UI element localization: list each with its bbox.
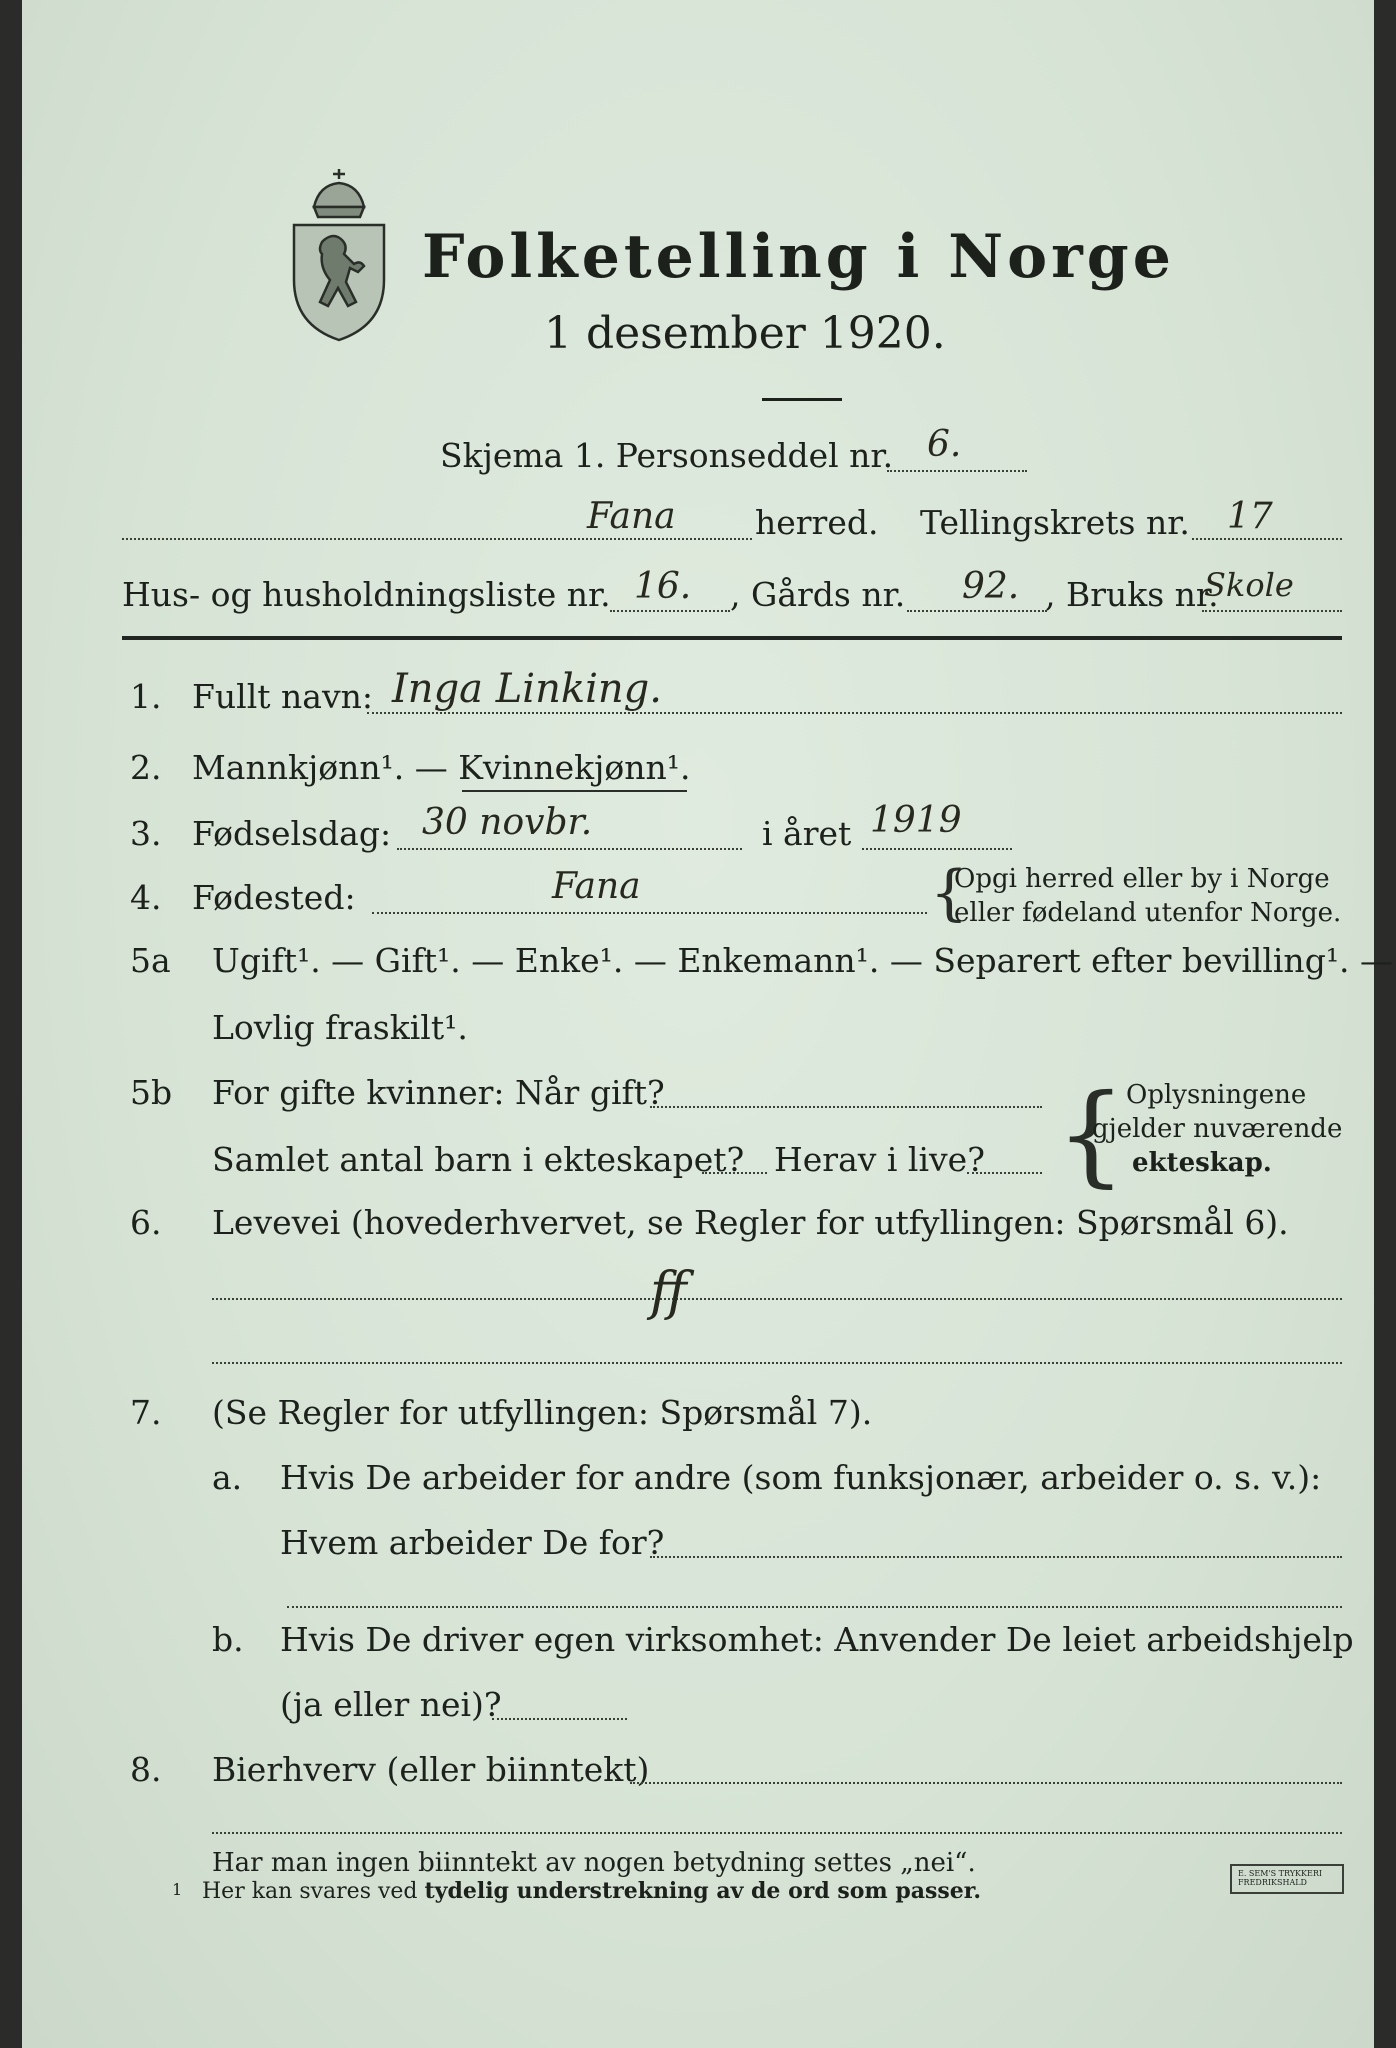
q5a-line1: Ugift¹. — Gift¹. — Enke¹. — Enkemann¹. — Separert efter bevilling¹. — [212,941,1394,980]
q5b-when-married-label: For gifte kvinner: Når gift? [212,1073,665,1112]
printer-stamp-text: E. SEM'S TRYKKERI FREDRIKSHALD [1238,1869,1323,1887]
gards-label: , Gårds nr. [730,575,906,614]
gards-value[interactable]: 92. [962,566,1020,607]
personseddel-field-line [887,470,1027,472]
q5b-brace: { [1056,1070,1126,1198]
q5b-note-line3: ekteskap. [1132,1148,1272,1178]
q6-number: 6. [130,1203,162,1242]
census-form-page [22,0,1394,2048]
q1-full-name-value[interactable]: Inga Linking. [392,666,662,712]
q7a-letter: a. [212,1458,243,1497]
bruks-label: , Bruks nr. [1045,575,1219,614]
gards-field-line [907,610,1047,612]
footnote-emphasis: tydelig understrekning av de ord som passer. [424,1878,982,1904]
q5a-line2: Lovlig fraskilt¹. [212,1008,468,1047]
q3-year-field-line [862,848,1012,850]
tellingskrets-label: Tellingskrets nr. [920,503,1190,542]
q8-number: 8. [130,1750,162,1789]
q5b-note-line1: Oplysningene [1126,1080,1307,1110]
q1-label: Fullt navn: [192,677,373,716]
bruks-field-line [1202,610,1342,612]
q2-number: 2. [130,748,162,787]
q5a-number: 5a [130,941,171,980]
personseddel-number-value[interactable]: 6. [927,424,962,465]
q7a-line2: Hvem arbeider De for? [280,1523,665,1562]
q4-note-line1: Opgi herred eller by i Norge [954,864,1330,894]
q2-kvinnekjonn-underline [462,790,687,792]
q7b-letter: b. [212,1620,244,1659]
husholdningsliste-field-line [610,610,730,612]
q5b-note-line2: gjelder nuværende [1092,1114,1343,1144]
title-divider [762,398,842,401]
tellingskrets-value[interactable]: 17 [1227,496,1273,537]
q7b-line1: Hvis De driver egen virksomhet: Anvender De leiet arbeidshjelp [280,1620,1354,1659]
skjema-label: Skjema 1. Personseddel nr. [440,436,894,475]
q7b-line2: (ja eller nei)? [280,1685,502,1724]
q4-brace: { [930,858,969,928]
q4-number: 4. [130,878,162,917]
bruks-value[interactable]: Skole [1204,566,1294,604]
q3-birthday-value[interactable]: 30 novbr. [422,802,593,843]
q7b-field-line [492,1718,627,1720]
census-date: 1 desember 1920. [544,308,946,359]
tellingskrets-field-line [1192,538,1342,540]
q8-label: Bierhverv (eller biinntekt) [212,1750,650,1789]
norway-coat-of-arms-icon [284,165,394,345]
q5b-children-label: Samlet antal barn i ekteskapet? [212,1140,745,1179]
printer-stamp [1230,1864,1344,1894]
q7-number: 7. [130,1393,162,1432]
q8-field-line-2 [212,1832,1342,1834]
q6-occupation-value[interactable]: ff [650,1262,687,1322]
q5b-when-married-field-line [650,1106,1042,1108]
q1-number: 1. [130,677,162,716]
q5b-alive-label: Herav i live? [774,1140,985,1179]
q4-label: Fødested: [192,878,356,917]
footer-note: Har man ingen biinntekt av nogen betydning settes „nei“. [212,1848,976,1878]
q4-field-line [372,912,927,914]
q8-field-line-1 [630,1782,1342,1784]
q7-label: (Se Regler for utfyllingen: Spørsmål 7). [212,1393,873,1432]
q7a-field-line-2 [287,1606,1342,1608]
q4-note-line2: eller fødeland utenfor Norge. [954,898,1342,928]
q3-birth-year-value[interactable]: 1919 [870,800,962,841]
husholdningsliste-value[interactable]: 16. [634,566,692,607]
q3-year-label: i året [762,814,852,853]
header-separator [122,636,1342,640]
q2-gender-options: Mannkjønn¹. — Kvinnekjønn¹. [192,748,691,787]
q5b-children-field-line [702,1172,767,1174]
q6-field-line-2 [212,1362,1342,1364]
q7a-line1: Hvis De arbeider for andre (som funksjonær, arbeider o. s. v.): [280,1458,1322,1497]
footnote-prefix: Her kan svares ved [202,1879,418,1904]
q6-label: Levevei (hovederhvervet, se Regler for utfyllingen: Spørsmål 6). [212,1203,1289,1242]
q6-field-line-1 [212,1298,1342,1300]
herred-value[interactable]: Fana [587,496,676,537]
husholdningsliste-label: Hus- og husholdningsliste nr. [122,575,611,614]
q5b-number: 5b [130,1073,173,1112]
q5b-alive-field-line [967,1172,1042,1174]
q1-field-line [367,712,1342,714]
q4-birthplace-value[interactable]: Fana [552,866,641,907]
q7a-field-line-1 [650,1556,1342,1558]
q3-label: Fødselsdag: [192,814,392,853]
footnote-mark: 1 [172,1880,183,1899]
q3-day-field-line [397,848,742,850]
herred-field-line [122,538,752,540]
herred-label: herred. [755,503,879,542]
form-title: Folketelling i Norge [422,222,1175,292]
footnote-text [202,1878,981,1904]
q3-number: 3. [130,814,162,853]
